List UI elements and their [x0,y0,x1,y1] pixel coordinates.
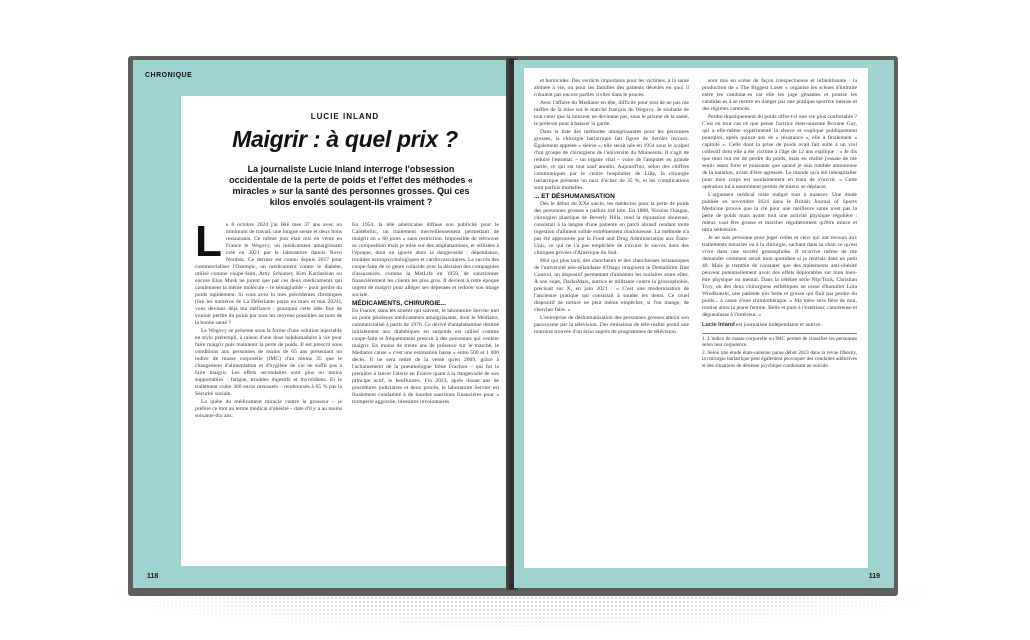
article-sheet-left [181,96,509,566]
paragraph: Je ne suis personne pour juger celles et ceux qui ont recours aux traitements miracles ou à la chirurgie, sachant dans sa chair ce qu'est vivre dans une société grossophobe. Il m'arrive même de me demander comment serait mon quotidien si je rentrais dans un petit 40. Mais je tremble de constater que des traitements anti-obésité peuvent potentiellement avoir des effets déplorables sur mon bien-être physique ou mental. Dans la célèbre série Nip/Tuck, Christian Troy, un des deux chirurgiens esthétiques ne cesse d'humilier Lola Wiodkoeski, une patiente très belle et grosse qui finit par perdre du poids... à cause d'une chimiothérapie. « Ma mère sera fière de moi, ironise alors la jeune femme. Belle et pure à l'extérieur, cancéreuse et dégueulasse à l'intérieur. » [702,235,857,318]
right-column-1 [534,78,689,564]
paragraph: Le Wegovy se présente sous la forme d'une solution injectable en stylo prérempli, à raison d'une dose hebdomadaire à vie pour faire maigrir puis maintenir la perte de poids. Il est prescrit sous conditions aux personnes de moins de 65 ans présentant un indice de masse corporelle (IMC) d'au moins 35 que le changement d'alimentation et d'hygiène de vie ne suffit pas à faire maigrir. Les effets secondaires sont plus ou moins supportables : fatigue, troubles digestifs et thyroïdiens. Et le traitement coûte 300 euros mensuels – remboursés à 65 % par la Sécurité sociale. [195,328,342,397]
paragraph: La quête du médicament miracle contre la grosseur – je préfère ce mot au terme médical d'obésité – date d'il y a au moins soixante-dix ans. [195,399,342,419]
dropcap: L [195,222,222,266]
footnotes [702,333,857,369]
paragraph: et homicides. Des verdicts importants pour les victimes, à la santé abîmée à vie, ou pour les familles des patients décédés en quoi il n'étaient pas encore parties civiles dans le procès. [534,78,689,98]
left-columns [195,222,499,558]
signature-name: Lucie Inland [702,322,735,328]
page-number-right: 119 [868,573,880,580]
right-column-2 [702,78,857,564]
author-name: LUCIE INLAND [310,112,380,121]
signature-text: est journaliste indépendante et autrice. [734,322,822,328]
footnote: 2. Selon une étude états-unienne parue début 2023 dans la revue Obesity, la chirurgie bariatrique peut également provoquer des conduites addictives et des situations de détresse psychique conduisant au suicide. [702,349,857,369]
article-sheet-right [524,68,868,568]
paragraph: En France, dans les années qui suivent, le laboratoire Servier met au point plusieurs médicaments amaigrissants, dont le Mediator, commercialisé à partir de 1976. Ce dérivé d'amphétamine destiné initialement aux diabétiques en surpoids est utilisé comme coupe-faim et fréquemment prescrit à des personnes qui veulent maigrir. En moins de trente ans de présence sur le marché, le Mediator cause « c'est une estimation basse » entre 500 et 1 000 décès. Il ne sera retiré de la vente qu'en 2009, grâce à l'acharnement de la pneumologue Irène Frachon – qui fut la première à lancer l'alerte en France quant à la dangerosité de son principe actif, le benfluorex. Fin 2023, après douze ans de procédures judiciaires et deux procès, le laboratoire Servier est finalement condamné à de lourdes sanctions financières pour « tromperie aggravée, blessures involontaires [352,308,499,405]
paragraph: Avec l'affaire du Mediator en tête, difficile pour moi de ne pas me méfier de la mise sur le marché français du Wegovy. Je souhaite de tout cœur que la minceur ne devienne pas, sous le prisme de la santé, le prétexte pour à baisser la garde. [534,100,689,127]
left-column-1 [195,222,342,558]
right-page [514,60,894,588]
paragraph: Perdre drastiquement du poids offre-t-il une vie plus confortable ? C'est en tout cas ce que pense l'actrice états-unienne Roxane Gay, qui a elle-même expérimenté la sleeve et expliqué publiquement pourquoi, après quinze ans de « résistance », elle a finalement « capitulé ». Celle dont la prise de poids avait fait suite à un viol collectif dont elle a été victime à l'âge de 12 ans explique : « Je dis que mon but est de perdre du poids, mais en réalité j'essaie de me sentir assez forte et puissante que quand je suis tombée amoureuse de la natation, avant d'être agressée. Le monde qu'a été inhospitalier pour mon corps est soudainement en train de s'ouvrir. » Cette opération lui a notamment permis de mieux se déplacer. [702,114,857,190]
right-columns [534,78,858,564]
paragraph: Moi qui plus tard, des chercheurs et des chercheuses britanniques de l'université néo-zélandaise d'Otago imaginent le DentalSlim Diet Control, un dispositif permettant d'aimanter les molaires entre elles. À son sujet, DarkoMars, autrice et militante contre la grossophobie, précisait sur X, en juin 2021 : « C'est une modernisation de l'ancienne pratique qui consistait à souder les dents. Ce cruel dispositif de torture ne peut même empêcher, si l'on mange, de chercher faire. » [534,258,689,313]
subheading: MÉDICAMENTS, CHIRURGIE... [352,300,446,307]
paragraph: Dans la liste des méthodes amaigrissantes pour les personnes grosses, la chirurgie bariatrique fait figure de dernier recours. Également appelée « sleeve », elle serait née en 1954 sous le scalpel d'un groupe de chirurgiens de l'université du Minnesota. Il s'agit de réduire l'estomac – un organe vital – voire de l'amputer en grande partie, ce qui est tout sauf anodin. Aujourd'hui, selon des chiffres communiqués par le centre hospitalier de Lille, la chirurgie bariatrique présente un taux d'échec de 35 %, et les complications sont parfois mortelles. [534,129,689,191]
paragraph: e 8 octobre 2024 j'ai fêté mes 37 ans avec un minimum de travail, une longue sieste et deux bons restaurants. Ce même jour était mis en vente en France le Wegovy, un médicament amaigrissant créé en 2021 par le laboratoire danois Novo Nordisk. Ce dernier est connu depuis 2017 pour commercialiser l'Ozempic, un médicament contre le diabète, utilisé comme coupe-faim. Amy Schumer, Kim Kardashian ou encore Elon Musk ne jurent que par ces deux médicaments qui contiennent la même molécule – le sémaglutide – pour perdre du poids rapidement. Si vous avez lu mes précédentes chroniques (lire les numéros de La Déferlante parus en mars et mai 2024), vous devinez déjà ma méfiance : pourquoi cette idée fixe de vouloir perdre du poids par tous les moyens possibles au nom de la bonne santé ? [195,222,342,326]
page-number-left: 118 [147,573,159,580]
author-signature [702,322,857,329]
paragraph: Dès le début du XXe siècle, les médecins pour la perte de poids des personnes grosses a parfois tiré loin. En 1888, Nicolas Ouagan, chirurgien plastique de Beverly Hills, rend la réputation douteuse, consistait à la langue d'une patiente un patch abrasif rendant toute ingestion d'aliment solide extrêmement douloureuse. La méthode n'a pas été approuvée par la Food and Drug Administration aux États-Unis, ce qui ne l'a pas empêchée de circuler le succès dans des cliniques privées d'Amérique du Sud. [534,201,689,256]
paragraph: L'entreprise de déshumanisation des personnes grosses atteint son paroxysme par la télévision. Des émissions de télé-réalité prend une tournure trouvée d'un écho auprès de programmes de télévision. [534,315,689,335]
paragraph: sont mis en scène de façon irrespectueuse et infantilisante : la production de « The Biggest Loser » organise les scènes d'intimité entre les candidat·es car elle les juge gênantes et pousse les candidat·es à se mettre en danger par une pratique sportive intense et des régimes carencés. [702,78,857,112]
paragraph: En 1954, la télé américaine diffuse son publicité pour le Caldébritic, un traitement merveilleusement permettant de maigrir en « 60 jours » sans restriction. Impossible de retrouver sa composition mais je mise sur des amphétamines, et utilisées à l'époque, dont on ignore alors la dangerosité : dépendance, troubles neuropsychologiques et cardiovasculaires. Le succès des coupe-faim de ce genre coïncide avec la décision des compagnies d'assurances, comme la MetLife en 1959, de sanctionner financièrement les clients les plus gros. Il devient à cette époque urgent de maigrir pour alléger ses dépenses et redorer son image sociale. [352,222,499,298]
article-title: Maigrir : à quel prix ? [232,126,458,152]
section-tag: CHRONIQUE [145,72,193,79]
footnote: 1. L'indice de masse corporelle ou IMC permet de classifier les personnes selon leur corpulence. [702,336,857,349]
paragraph: L'argument médical reste malgré tout à nuancer. Une étude publiée en novembre 2024 dans le British Journal of Sports Medicine prouve que la clé pour une meilleure santé n'est pas la perte de poids mais avant tout une activité physique régulière : mieux vaut être grosse et marcher régulièrement qu'être mince et ultra sédentaire. [702,192,857,233]
left-page [133,60,509,588]
article-lead: La journaliste Lucie Inland interroge l'obsession occidentale de la perte de poids et l'effet des méthodes « miracles » sur la santé des personnes grosses. Qui ces kilos envolés soulagent-ils vraiment ? [229,164,473,207]
subheading: ... ET DÉSHUMANISATION [534,193,615,200]
left-column-2 [352,222,499,558]
